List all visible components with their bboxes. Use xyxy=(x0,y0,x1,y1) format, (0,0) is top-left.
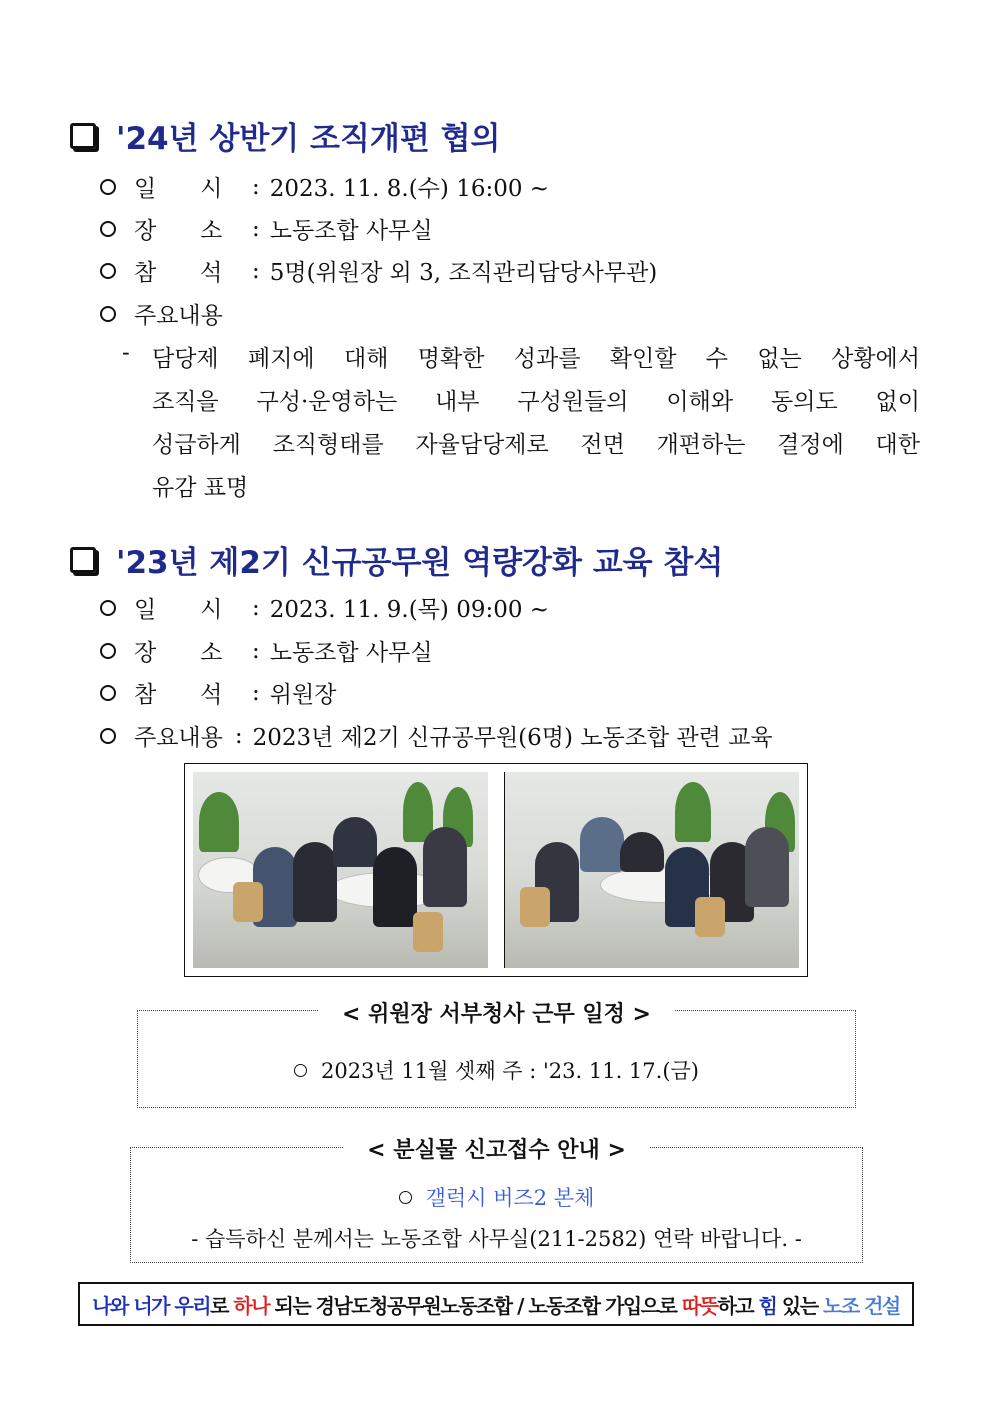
lost-item-text: 갤럭시 버즈2 본체 xyxy=(425,1186,595,1210)
lost-item-note: - 습득하신 분께서는 노동조합 사무실(211-2582) 연락 바랍니다. - xyxy=(191,1227,802,1251)
s1-place-value: 노동조합 사무실 xyxy=(269,218,433,244)
s1-content-line: 담당제 폐지에 대해 명확한 성과를 확인할 수 없는 상황에서 xyxy=(152,346,920,372)
checkbox-icon xyxy=(70,123,96,149)
meeting-photo-1 xyxy=(193,772,488,968)
s2-content-label: 주요내용 xyxy=(134,725,223,751)
schedule-box-line xyxy=(138,1055,855,1085)
s1-date-value: 2023. 11. 8.(수) 16:00 ~ xyxy=(269,176,550,202)
s2-content-item: 주요내용 : 2023년 제2기 신규공무원(6명) 노동조합 관련 교육 xyxy=(100,719,773,752)
section-2-title-text: '23년 제2기 신규공무원 역량강화 교육 참석 xyxy=(116,545,724,581)
s2-date-item: 일 시 : 2023. 11. 9.(목) 09:00 ~ xyxy=(100,591,549,624)
circle-bullet-icon xyxy=(294,1064,307,1077)
circle-bullet-icon xyxy=(100,221,116,237)
schedule-box-title: < 위원장 서부청사 근무 일정 > xyxy=(138,997,855,1028)
photo-frame xyxy=(184,763,808,977)
lost-found-box xyxy=(130,1138,863,1263)
schedule-text: 2023년 11월 셋째 주 : '23. 11. 17.(금) xyxy=(320,1059,700,1083)
lost-found-box-title: < 분실물 신고접수 안내 > xyxy=(131,1133,862,1164)
s2-place-value: 노동조합 사무실 xyxy=(269,640,433,666)
slogan-part: 노조 건설 xyxy=(823,1293,900,1318)
s1-place-label: 장 소 xyxy=(134,218,223,244)
s2-attend-value: 위원장 xyxy=(269,682,337,708)
slogan-part: 하고 xyxy=(717,1293,759,1318)
circle-bullet-icon xyxy=(399,1191,412,1204)
circle-bullet-icon xyxy=(100,728,116,744)
checkbox-icon xyxy=(70,547,96,573)
s2-content-value: 2023년 제2기 신규공무원(6명) 노동조합 관련 교육 xyxy=(252,725,773,751)
s1-content-line: 유감 표명 xyxy=(152,475,249,501)
slogan-banner xyxy=(78,1282,914,1326)
s2-date-value: 2023. 11. 9.(목) 09:00 ~ xyxy=(269,597,550,623)
circle-bullet-icon xyxy=(100,263,116,279)
s2-date-label: 일 시 xyxy=(134,597,223,623)
s2-place-item: 장 소 : 노동조합 사무실 xyxy=(100,634,433,667)
s1-content-label: 주요내용 xyxy=(134,303,223,329)
circle-bullet-icon xyxy=(100,685,116,701)
s1-content-line: 조직을 구성·운영하는 내부 구성원들의 이해와 동의도 없이 xyxy=(152,389,920,415)
s1-content-item xyxy=(100,297,223,330)
schedule-box xyxy=(137,1002,856,1108)
slogan-part: 따뜻 xyxy=(681,1293,718,1318)
s1-content-line: 성급하게 조직형태를 자율담당제로 전면 개편하는 결정에 대한 xyxy=(152,432,920,458)
slogan-part: 있는 xyxy=(776,1293,823,1318)
s2-place-label: 장 소 xyxy=(134,640,223,666)
circle-bullet-icon xyxy=(100,306,116,322)
slogan-part: 하나 xyxy=(233,1293,270,1318)
s1-attend-label: 참 석 xyxy=(134,260,223,286)
s2-attend-label: 참 석 xyxy=(134,682,223,708)
section-2-title xyxy=(70,537,723,582)
slogan-part: 나와 너가 우리 xyxy=(92,1293,211,1318)
s2-attend-item: 참 석 : 위원장 xyxy=(100,676,336,709)
slogan-part: 로 xyxy=(210,1293,234,1318)
s1-attend-value: 5명(위원장 외 3, 조직관리담당사무관) xyxy=(269,260,658,286)
section-1-title xyxy=(70,113,500,158)
s1-place-item: 장 소 : 노동조합 사무실 xyxy=(100,212,433,245)
circle-bullet-icon xyxy=(100,643,116,659)
slogan-part: 힘 xyxy=(758,1293,777,1318)
s1-date-item: 일 시 : 2023. 11. 8.(수) 16:00 ~ xyxy=(100,170,549,203)
lost-item-line xyxy=(131,1182,862,1212)
circle-bullet-icon xyxy=(100,600,116,616)
s1-attend-item: 참 석 : 5명(위원장 외 3, 조직관리담당사무관) xyxy=(100,254,657,287)
slogan-part: 되는 경남도청공무원노동조합 / 노동조합 가입으로 xyxy=(269,1293,682,1318)
s1-date-label: 일 시 xyxy=(134,176,223,202)
dash-bullet: - xyxy=(122,340,130,366)
section-1-title-text: '24년 상반기 조직개편 협의 xyxy=(116,121,501,157)
meeting-photo-2 xyxy=(504,772,800,968)
circle-bullet-icon xyxy=(100,179,116,195)
